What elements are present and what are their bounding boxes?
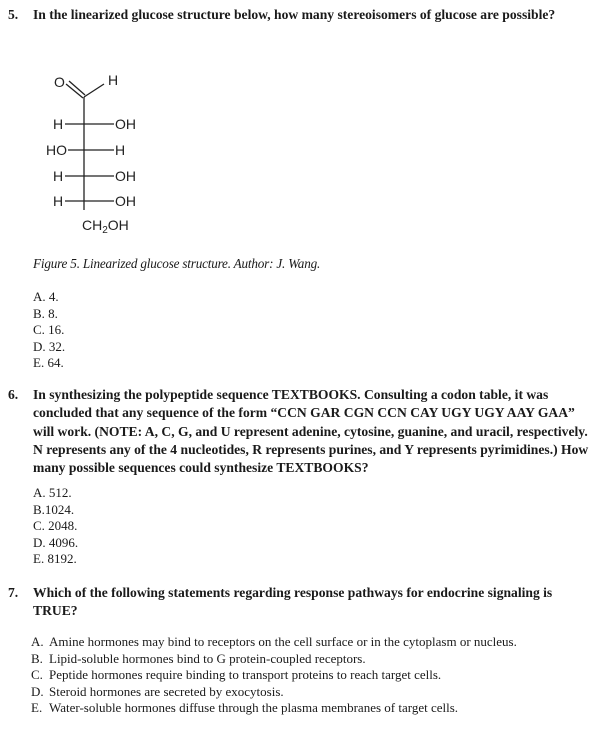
choice-b[interactable]: B. 8. xyxy=(33,305,58,321)
choice-c[interactable]: C. 2048. xyxy=(33,518,78,534)
choice-a[interactable] xyxy=(31,634,517,651)
choice-text: Amine hormones may bind to receptors on the cell surface or in the cytoplasm or nucleus. xyxy=(49,634,517,649)
choice-a[interactable]: A. 4. xyxy=(33,289,59,304)
r4-left: H xyxy=(53,193,64,209)
choice-label: E. xyxy=(31,700,43,716)
r1-left: H xyxy=(53,116,64,132)
ch2oh-label: $CH_2OH$ xyxy=(82,217,129,236)
r1-right: OH xyxy=(115,116,136,132)
choice-d[interactable] xyxy=(31,684,517,701)
r3-left: H xyxy=(53,168,64,184)
choice-label: D. xyxy=(31,683,44,699)
choice-a[interactable]: A. 512. xyxy=(33,485,72,500)
choice-b[interactable]: B.1024. xyxy=(33,501,75,517)
choice-label: A. xyxy=(31,634,44,649)
r3-right: OH xyxy=(115,168,136,184)
choice-text: Water-soluble hormones diffuse through the plasma membranes of target cells. xyxy=(49,700,459,716)
choice-d[interactable]: D. 32. xyxy=(33,338,66,354)
glucose-structure-diagram xyxy=(46,60,166,240)
question-5-choices xyxy=(33,289,65,372)
question-6 xyxy=(8,386,594,477)
choice-b[interactable] xyxy=(31,651,517,668)
figure-caption: Figure 5. Linearized glucose structure. Author: J. Wang. xyxy=(33,256,321,271)
r2-left: HO xyxy=(46,142,67,158)
choice-c[interactable] xyxy=(31,667,517,684)
question-text: In synthesizing the polypeptide sequence TEXTBOOKS. Consulting a codon table, it was concluded that any sequence of the form “CCN GAR CGN CCN CAY UGY UGY AAY GAA” will work. (NOTE: A, C, G, and U represent adenine, cytosine, guanine, and uracil, respectively. N represents any of the 4 nucleotides, R represents purines, and Y represents pyrimidines.) How many possible sequences could synthesize TEXTBOOKS? xyxy=(33,387,589,476)
question-text: In the linearized glucose structure below, how many stereoisomers of glucose are possible? xyxy=(33,7,556,22)
question-5 xyxy=(8,6,594,24)
choice-e[interactable]: E. 64. xyxy=(33,355,64,371)
question-number: 7. xyxy=(8,585,19,600)
question-7 xyxy=(8,584,594,621)
question-text: Which of the following statements regarding response pathways for endocrine signaling is TRUE? xyxy=(33,585,553,619)
oxygen-label: O xyxy=(54,74,65,90)
question-number: 6. xyxy=(8,387,19,402)
r4-right: OH xyxy=(115,193,136,209)
question-6-choices xyxy=(33,485,78,568)
h-top-label: H xyxy=(108,72,119,88)
question-7-choices xyxy=(31,634,517,717)
question-number: 5. xyxy=(8,7,19,22)
choice-label: C. xyxy=(31,667,43,683)
choice-label: B. xyxy=(31,650,43,666)
choice-d[interactable]: D. 4096. xyxy=(33,534,79,550)
choice-text: Peptide hormones require binding to transport proteins to reach target cells. xyxy=(49,667,442,683)
r2-right: H xyxy=(115,142,126,158)
choice-e[interactable] xyxy=(31,700,517,717)
choice-e[interactable]: E. 8192. xyxy=(33,551,77,567)
choice-text: Lipid-soluble hormones bind to G protein-coupled receptors. xyxy=(49,650,366,666)
choice-text: Steroid hormones are secreted by exocytosis. xyxy=(49,683,284,699)
choice-c[interactable]: C. 16. xyxy=(33,322,65,338)
